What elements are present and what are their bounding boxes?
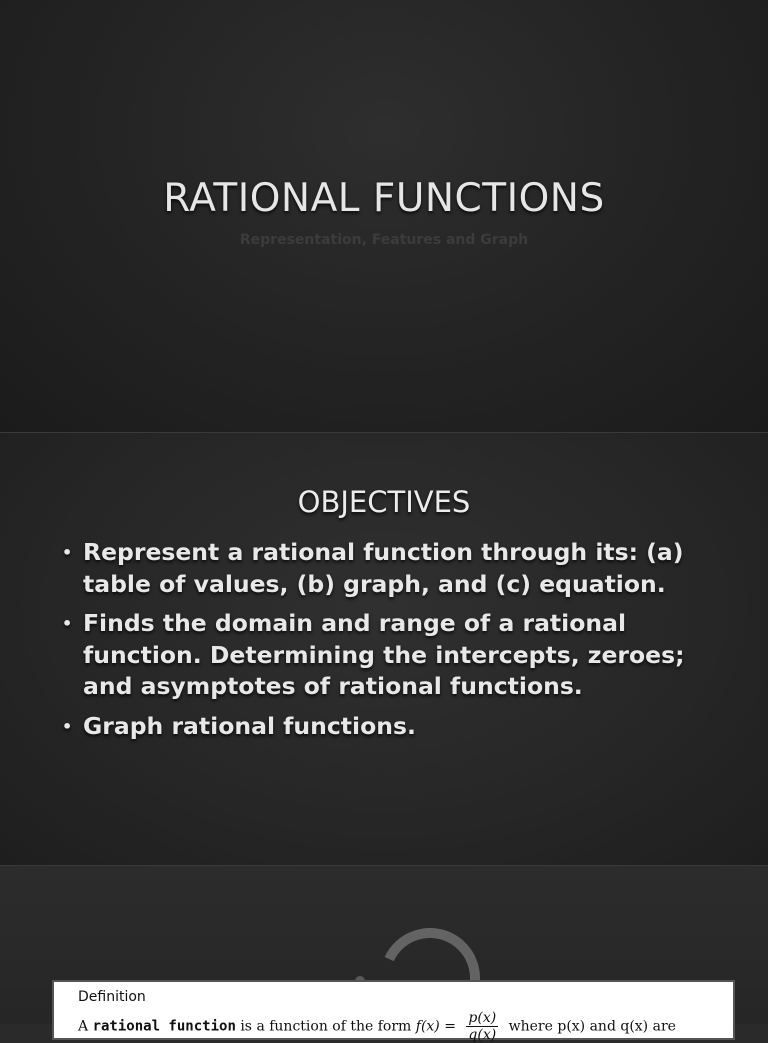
title-slide: [0, 0, 768, 432]
list-item: [62, 608, 712, 703]
slide-title: RATIONAL FUNCTIONS: [163, 176, 605, 221]
objectives-list: [62, 537, 712, 750]
objective-text: Represent a rational function through its: (a) table of values, (b) graph, and (c) equation.: [83, 538, 684, 598]
definition-term: rational function: [92, 1018, 236, 1035]
objective-text: Graph rational functions.: [83, 711, 416, 740]
definition-label: Definition: [78, 989, 146, 1005]
objectives-slide: [0, 433, 768, 865]
fraction-numerator: p(x): [468, 1010, 497, 1026]
slide-subtitle: Representation, Features and Graph: [239, 232, 529, 248]
bullet-icon: •: [62, 614, 73, 633]
bullet-icon: •: [62, 543, 73, 562]
definition-box: [52, 980, 735, 1043]
objective-text: Finds the domain and range of a rational function. Determining the intercepts, zeroes; and asymptotes of rational functions.: [83, 609, 685, 700]
fraction: [466, 1010, 498, 1043]
fraction-denominator: q(x): [468, 1027, 497, 1043]
list-item: [62, 537, 712, 600]
bullet-icon: •: [62, 716, 73, 736]
definition-text: A rational function is a function of the form f(x) = $\frac{p(x)}{q(x)}$ where p(x) and q(x) are: [78, 1010, 676, 1043]
objectives-title: OBJECTIVES: [297, 485, 471, 519]
function-notation: f(x) =: [415, 1018, 456, 1035]
definition-slide: [0, 866, 768, 1043]
list-item: [62, 711, 712, 743]
